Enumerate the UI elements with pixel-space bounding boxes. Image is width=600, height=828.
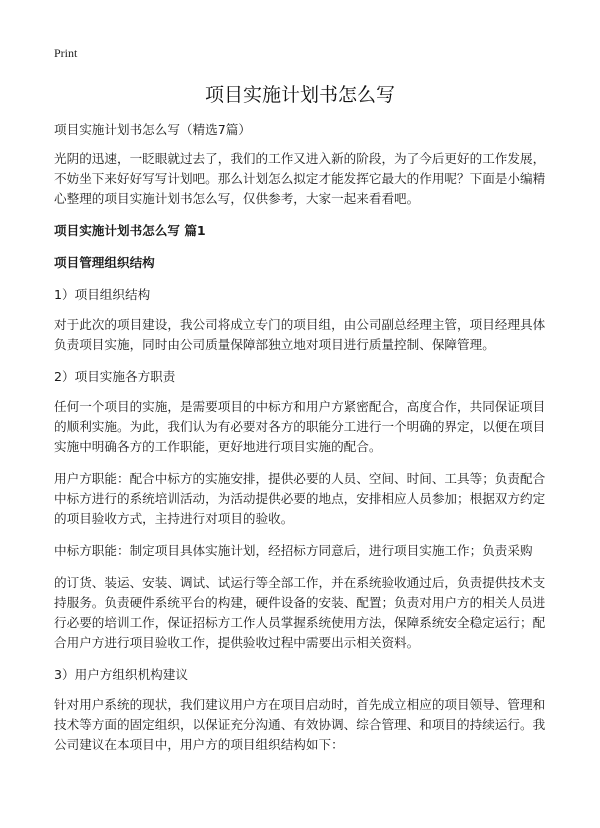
item1-paragraph: 对于此次的项目建设，我公司将成立专门的项目组，由公司副总经理主管，项目经理具体负责项目实施，同时由公司质量保障部独立地对项目进行质量控制、保障管理。 bbox=[54, 317, 546, 352]
bidder-duty-continued-paragraph: 的订货、装运、安装、调试、试运行等全部工作，并在系统验收通过后，负责提供技术支持服务。负责硬件系统平台的构建，硬件设备的安装、配置；负责对用户方的相关人员进行必要的培训工作，保证招标方工作人员掌握系统使用方法，保障系统安全稳定运行；配合用户方进行项目验收工作，提供验收过程中需要出示相关资料。 bbox=[54, 575, 546, 650]
item1-title: 1）项目组织结构 bbox=[54, 287, 151, 302]
item3-title: 3）用户方组织机构建议 bbox=[54, 667, 188, 682]
article-subtitle: 项目实施计划书怎么写（精选7篇） bbox=[54, 122, 251, 137]
item3-paragraph: 针对用户系统的现状，我们建议用户方在项目启动时，首先成立相应的项目领导、管理和技术等方面的固定组织，以保证充分沟通、有效协调、综合管理、和项目的持续运行。我公司建议在本项目中，用户方的项目组织结构如下： bbox=[54, 697, 546, 752]
item2-paragraph: 任何一个项目的实施，是需要项目的中标方和用户方紧密配合，高度合作，共同保证项目的顺利实施。为此，我们认为有必要对各方的职能分工进行一个明确的界定，以便在项目实施中明确各方的工作职能，更好地进行项目实施的配合。 bbox=[54, 399, 546, 454]
article-body bbox=[54, 120, 548, 767]
user-duty-paragraph: 用户方职能：配合中标方的实施安排，提供必要的人员、空间、时间、工具等；负责配合中标方进行的系统培训活动，为活动提供必要的地点，安排相应人员参加；根据双方约定的项目验收方式，主持进行对项目的验收。 bbox=[54, 471, 546, 526]
intro-paragraph: 光阴的迅速，一眨眼就过去了，我们的工作又进入新的阶段，为了今后更好的工作发展，不妨坐下来好好写写计划吧。那么计划怎么拟定才能发挥它最大的作用呢？下面是小编精心整理的项目实施计划书怎么写，仅供参考，大家一起来看看吧。 bbox=[54, 151, 546, 206]
section-heading: 项目实施计划书怎么写 篇1 bbox=[54, 223, 206, 238]
org-structure-heading: 项目管理组织结构 bbox=[54, 255, 155, 270]
print-link[interactable]: Print bbox=[54, 46, 78, 60]
item2-title: 2）项目实施各方职责 bbox=[54, 369, 176, 384]
page-title: 项目实施计划书怎么写 bbox=[204, 84, 395, 106]
bidder-duty-paragraph: 中标方职能：制定项目具体实施计划，经招标方同意后，进行项目实施工作；负责采购 bbox=[54, 543, 533, 558]
